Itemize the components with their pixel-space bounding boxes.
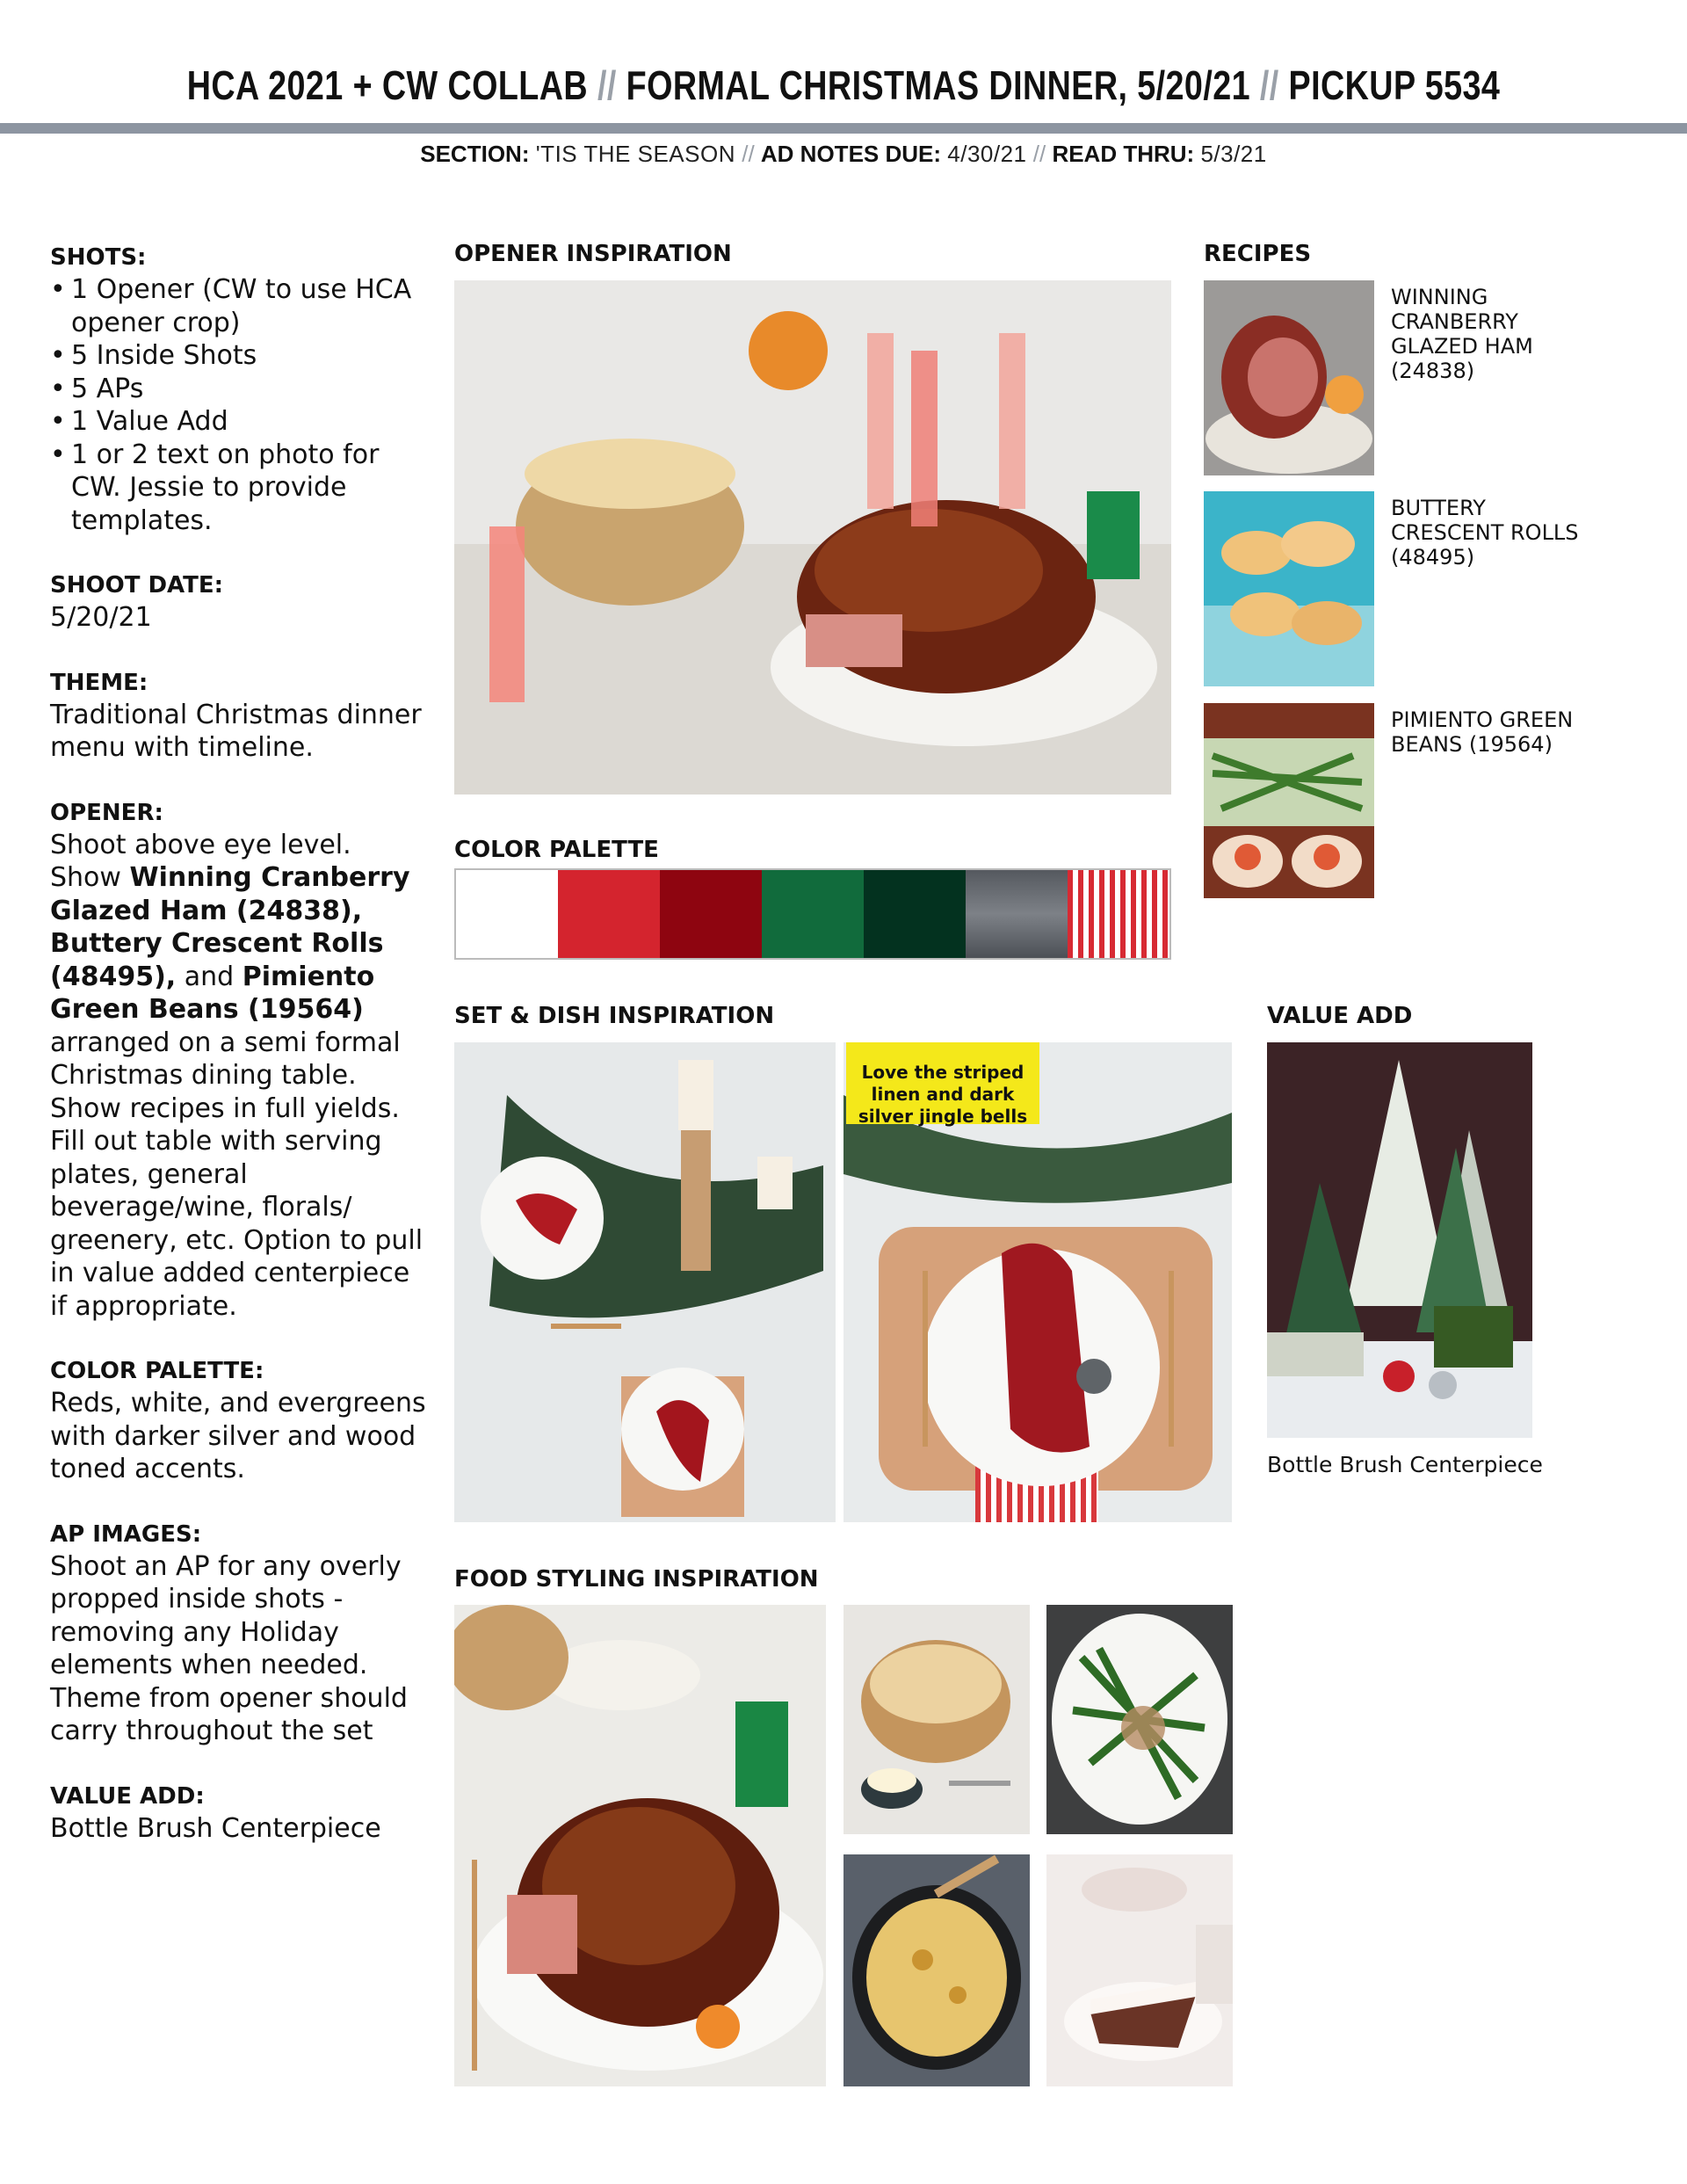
shoot-date-heading: SHOOT DATE: <box>50 572 224 599</box>
set-dish-heading: SET & DISH INSPIRATION <box>454 1003 775 1029</box>
list-item: • 5 APs <box>50 373 428 406</box>
swatch-stripe <box>1068 870 1169 958</box>
swatch-silver <box>966 870 1068 958</box>
shots-list <box>50 273 428 537</box>
list-item: • 1 Opener (CW to use HCA opener crop) <box>50 273 428 339</box>
opener-heading-section: OPENER INSPIRATION <box>454 241 732 267</box>
value-add-heading: VALUE ADD: <box>50 1782 205 1810</box>
theme-heading: THEME: <box>50 669 148 696</box>
palette-text: Reds, white, and evergreens with darker silver and wood toned accents. <box>50 1388 426 1484</box>
brief-column <box>50 242 428 1877</box>
value-add-section-heading: VALUE ADD <box>1267 1003 1413 1029</box>
food-photo-ham <box>454 1605 826 2086</box>
opener-heading: OPENER: <box>50 799 163 826</box>
theme-text: Traditional Christmas dinner menu with timeline. <box>50 699 422 763</box>
color-palette <box>454 868 1171 960</box>
recipe-label: PIMIENTO GREEN BEANS (19564) <box>1391 707 1574 757</box>
recipe-label: BUTTERY CRESCENT ROLLS (48495) <box>1391 496 1579 570</box>
palette-heading-section: COLOR PALETTE <box>454 837 659 863</box>
ap-heading: AP IMAGES: <box>50 1520 202 1548</box>
food-photo-rolls <box>844 1605 1030 1834</box>
set-photo-1 <box>454 1042 836 1522</box>
ap-text: Shoot an AP for any overly propped inside shots - removing any Holiday elements when needed. Theme from opener should carry throughout the set <box>50 1550 408 1746</box>
shots-heading: SHOTS: <box>50 244 147 271</box>
palette-heading: COLOR PALETTE: <box>50 1358 264 1384</box>
recipe-label: WINNING CRANBERRY GLAZED HAM (24838) <box>1391 285 1533 383</box>
opener-text: Shoot above eye level. Show Winning Cranberry Glazed Ham (24838), Buttery Crescent Rolls (48495), and Pimiento Green Beans (19564) arranged on a semi formal Christmas dining table. Show recipes in full yields. Fill out table with serving plates, general beverage/wine, florals/ greenery, etc. Option to pull in value added centerpiece if appropriate. <box>50 829 424 1322</box>
opener-photo <box>454 280 1171 795</box>
food-photo-mac-cheese <box>844 1854 1030 2086</box>
shoot-date: 5/20/21 <box>50 602 152 633</box>
swatch-dark-red <box>660 870 762 958</box>
recipe-photo-rolls <box>1204 491 1374 686</box>
list-item: • 1 or 2 text on photo for CW. Jessie to provide templates. <box>50 439 428 538</box>
recipe-photo-ham <box>1204 280 1374 475</box>
value-add-photo <box>1267 1042 1532 1438</box>
list-item: • 5 Inside Shots <box>50 339 428 373</box>
section-info: SECTION: 'TIS THE SEASON // AD NOTES DUE: 4/30/21 // READ THRU: 5/3/21 <box>420 141 1267 167</box>
food-styling-heading: FOOD STYLING INSPIRATION <box>454 1566 819 1593</box>
value-add-caption: Bottle Brush Centerpiece <box>1267 1452 1543 1477</box>
food-photo-beans <box>1046 1605 1233 1834</box>
list-item: • 1 Value Add <box>50 405 428 439</box>
recipe-photo-beans <box>1204 703 1374 898</box>
swatch-dark-green <box>864 870 966 958</box>
recipes-heading: RECIPES <box>1204 241 1312 267</box>
page-title: HCA 2021 + CW COLLAB // FORMAL CHRISTMAS DINNER, 5/20/21 // PICKUP 5534 <box>186 62 1501 108</box>
swatch-white <box>456 870 558 958</box>
food-photo-pie <box>1046 1854 1233 2086</box>
annotation-note: Love the striped linen and dark silver jingle bells <box>846 1042 1039 1124</box>
swatch-red <box>558 870 660 958</box>
swatch-green <box>762 870 864 958</box>
header-rule <box>0 123 1687 134</box>
value-add-text: Bottle Brush Centerpiece <box>50 1812 381 1844</box>
